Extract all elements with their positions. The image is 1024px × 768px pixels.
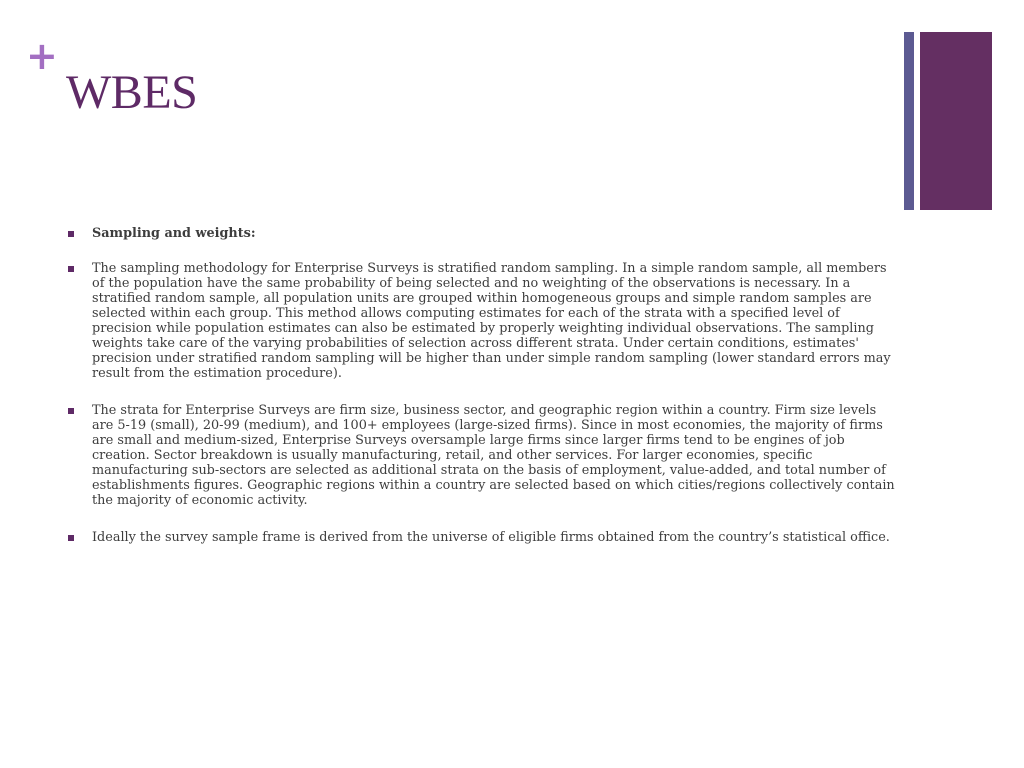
bullet-text: The strata for Enterprise Surveys are firm size, business sector, and geographic region within a country. Firm size levels are 5-19 (small), 20-99 (medium), and 100+ employees (large-sized firms). Since in most economies, the majority of firms are small and medium-sized, Enterprise Surveys oversample large firms since larger firms tend to be engines of job creation. Sector breakdown is usually manufacturing, retail, and other services. For larger economies, specific manufacturing sub-sectors are selected as additional strata on the basis of employment, value-added, and total number of establishments figures. Geographic regions within a country are selected based on which cities/regions collectively contain the majority of economic activity.: [92, 403, 895, 508]
bullet-sampling-heading: [68, 226, 898, 241]
bullet-text: Ideally the survey sample frame is derived from the universe of eligible firms obtained from the country’s statistical office.: [92, 530, 890, 545]
bullet-strata: [68, 403, 898, 508]
square-bullet-icon: [68, 408, 74, 414]
bullet-text: Sampling and weights:: [92, 226, 256, 241]
page-title: WBES: [66, 66, 198, 119]
decorative-bar-wide: [920, 32, 992, 210]
square-bullet-icon: [68, 231, 74, 237]
bullet-sampling-methodology: [68, 261, 898, 381]
plus-icon: +: [26, 34, 58, 78]
decorative-bar-thin: [904, 32, 914, 210]
bullet-list: [68, 226, 898, 567]
bullet-sample-frame: [68, 530, 898, 545]
square-bullet-icon: [68, 266, 74, 272]
bullet-text: The sampling methodology for Enterprise Surveys is stratified random sampling. In a simple random sample, all members of the population have the same probability of being selected and no weighting of the observations is necessary. In a stratified random sample, all population units are grouped within homogeneous groups and simple random samples are selected within each group. This method allows computing estimates for each of the strata with a specified level of precision while population estimates can also be estimated by properly weighting individual observations. The sampling weights take care of the varying probabilities of selection across different strata. Under certain conditions, estimates' precision under stratified random sampling will be higher than under simple random sampling (lower standard errors may result from the estimation procedure).: [92, 261, 891, 381]
square-bullet-icon: [68, 535, 74, 541]
